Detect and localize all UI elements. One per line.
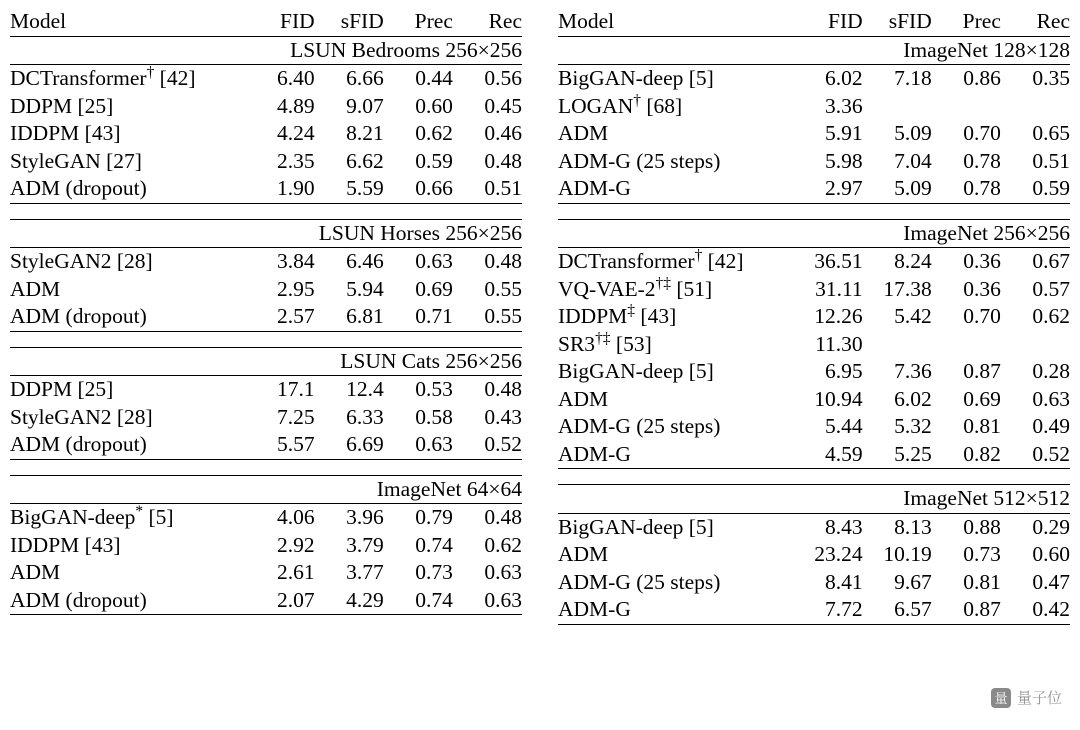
table-row xyxy=(558,276,1070,304)
column-header-rec: Rec xyxy=(1036,9,1070,33)
column-header-fid: FID xyxy=(827,9,863,33)
cell-fid: 2.57 xyxy=(246,303,315,331)
table-row xyxy=(558,386,1070,414)
cell-fid: 12.26 xyxy=(814,304,863,328)
cell-fid: 5.91 xyxy=(825,121,863,145)
table-row xyxy=(10,276,522,304)
results-table-right xyxy=(558,8,1070,625)
cell-model: BigGAN-deep [5] xyxy=(558,65,794,93)
cell-rec: 0.45 xyxy=(484,93,522,118)
cell-fid: 23.24 xyxy=(814,542,863,566)
table-header-row xyxy=(10,8,522,36)
cell-prec: 0.53 xyxy=(384,376,453,404)
cell-model: BigGAN-deep* [5] xyxy=(10,504,246,532)
section-title-row xyxy=(558,485,1070,514)
table-row xyxy=(10,303,522,331)
table-row xyxy=(558,93,1070,121)
cell-prec: 0.78 xyxy=(932,175,1001,203)
table-row xyxy=(558,248,1070,276)
cell-model: ADM xyxy=(558,386,609,411)
cell-fid: 2.97 xyxy=(794,175,863,203)
cell-fid: 4.06 xyxy=(246,504,315,532)
cell-model: StyleGAN [27] xyxy=(10,148,142,173)
cell-fid: 3.84 xyxy=(246,248,315,276)
cell-fid: 8.43 xyxy=(794,513,863,541)
section-title: ImageNet 64×64 xyxy=(10,475,522,504)
cell-model: IDDPM‡ [43] xyxy=(558,301,677,328)
cell-sfid: 5.32 xyxy=(894,414,932,438)
cell-sfid: 6.46 xyxy=(315,248,384,276)
cell-rec: 0.52 xyxy=(1001,441,1070,469)
cell-rec: 0.56 xyxy=(453,65,522,93)
section-title: ImageNet 256×256 xyxy=(558,219,1070,248)
cell-sfid: 7.36 xyxy=(894,359,932,383)
spacer-cell xyxy=(10,331,522,347)
table-row xyxy=(10,65,522,93)
cell-prec: 0.69 xyxy=(963,386,1001,411)
cell-prec: 0.74 xyxy=(384,587,453,615)
section-title: ImageNet 512×512 xyxy=(558,485,1070,514)
spacer-cell xyxy=(10,459,522,475)
cell-fid: 6.95 xyxy=(825,359,863,383)
table-row xyxy=(558,358,1070,386)
cell-rec: 0.48 xyxy=(484,148,522,173)
section-title: LSUN Bedrooms 256×256 xyxy=(10,36,522,65)
cell-prec: 0.87 xyxy=(963,359,1001,383)
section-title-row xyxy=(558,219,1070,248)
cell-sfid: 6.57 xyxy=(863,596,932,624)
cell-model: DCTransformer† [42] xyxy=(10,65,246,93)
cell-prec: 0.81 xyxy=(963,414,1001,438)
cell-sfid: 5.94 xyxy=(346,276,384,301)
cell-rec: 0.52 xyxy=(453,431,522,459)
watermark xyxy=(991,687,1062,708)
cell-prec: 0.79 xyxy=(384,504,453,532)
cell-sfid: 5.59 xyxy=(315,175,384,203)
cell-fid: 4.59 xyxy=(794,441,863,469)
cell-model: ADM-G xyxy=(558,175,794,203)
section-title-row xyxy=(10,347,522,376)
table-row xyxy=(10,248,522,276)
section-spacer xyxy=(558,469,1070,485)
cell-fid: 2.35 xyxy=(277,148,315,173)
cell-model: ADM-G xyxy=(558,441,794,469)
cell-sfid: 6.66 xyxy=(315,65,384,93)
cell-fid: 7.25 xyxy=(277,404,315,429)
cell-rec: 0.63 xyxy=(1032,386,1070,411)
right-table-column xyxy=(558,8,1070,730)
cell-rec: 0.65 xyxy=(1032,121,1070,145)
cell-sfid: 5.25 xyxy=(863,441,932,469)
table-row xyxy=(558,303,1070,331)
cell-rec: 0.46 xyxy=(484,121,522,145)
cell-fid: 7.72 xyxy=(794,596,863,624)
cell-sfid: 5.42 xyxy=(894,304,932,328)
cell-prec: 0.63 xyxy=(384,248,453,276)
section-title-row xyxy=(10,36,522,65)
cell-rec: 0.35 xyxy=(1001,65,1070,93)
cell-fid: 31.11 xyxy=(815,276,863,301)
cell-prec: 0.86 xyxy=(932,65,1001,93)
cell-rec: 0.48 xyxy=(453,504,522,532)
watermark-text: 量子位 xyxy=(1016,690,1062,707)
cell-fid: 3.36 xyxy=(825,93,863,118)
cell-sfid: 6.02 xyxy=(894,386,932,411)
cell-prec: 0.81 xyxy=(963,569,1001,594)
left-table-body xyxy=(10,8,522,615)
cell-fid: 2.95 xyxy=(277,276,315,301)
cell-prec: 0.88 xyxy=(932,513,1001,541)
cell-rec: 0.29 xyxy=(1001,513,1070,541)
table-row xyxy=(558,596,1070,624)
table-row xyxy=(10,587,522,615)
cell-fid: 6.02 xyxy=(794,65,863,93)
cell-sfid xyxy=(863,93,932,121)
cell-prec: 0.36 xyxy=(932,248,1001,276)
cell-sfid: 6.69 xyxy=(315,431,384,459)
cell-prec: 0.36 xyxy=(963,276,1001,301)
results-table-left xyxy=(10,8,522,615)
table-row xyxy=(558,148,1070,176)
cell-model: BigGAN-deep [5] xyxy=(558,513,794,541)
cell-model: ADM (dropout) xyxy=(10,587,246,615)
column-header-prec: Prec xyxy=(414,9,453,33)
section-spacer xyxy=(10,203,522,219)
cell-prec: 0.74 xyxy=(415,532,453,557)
cell-rec: 0.59 xyxy=(1001,175,1070,203)
table-row xyxy=(10,93,522,121)
cell-sfid: 4.29 xyxy=(315,587,384,615)
cell-rec: 0.63 xyxy=(453,587,522,615)
cell-prec: 0.78 xyxy=(963,148,1001,173)
cell-sfid: 7.04 xyxy=(894,148,932,173)
table-row xyxy=(558,175,1070,203)
cell-sfid: 6.81 xyxy=(315,303,384,331)
cell-prec xyxy=(932,331,1001,359)
table-row xyxy=(558,513,1070,541)
cell-sfid: 7.18 xyxy=(863,65,932,93)
cell-rec: 0.48 xyxy=(453,248,522,276)
cell-sfid: 8.21 xyxy=(346,121,384,145)
section-spacer xyxy=(10,459,522,475)
cell-rec: 0.48 xyxy=(453,376,522,404)
cell-prec: 0.69 xyxy=(415,276,453,301)
spacer-cell xyxy=(10,203,522,219)
table-row xyxy=(10,404,522,432)
table-row xyxy=(10,376,522,404)
cell-rec: 0.51 xyxy=(1032,148,1070,173)
cell-prec: 0.87 xyxy=(932,596,1001,624)
table-row xyxy=(558,120,1070,148)
section-spacer xyxy=(10,331,522,347)
cell-rec: 0.62 xyxy=(1032,304,1070,328)
cell-fid: 5.44 xyxy=(825,414,863,438)
cell-sfid: 17.38 xyxy=(883,276,932,301)
cell-rec xyxy=(1001,93,1070,121)
table-row xyxy=(558,65,1070,93)
cell-model: StyleGAN2 [28] xyxy=(10,404,153,429)
section-title: ImageNet 128×128 xyxy=(558,36,1070,65)
cell-model: StyleGAN2 [28] xyxy=(10,248,246,276)
cell-prec: 0.62 xyxy=(415,121,453,145)
cell-fid: 36.51 xyxy=(794,248,863,276)
cell-rec: 0.60 xyxy=(1032,542,1070,566)
cell-rec: 0.55 xyxy=(484,276,522,301)
cell-prec: 0.60 xyxy=(415,93,453,118)
cell-sfid: 6.33 xyxy=(346,404,384,429)
table-row xyxy=(10,504,522,532)
section-title-row xyxy=(10,475,522,504)
table-row xyxy=(558,541,1070,569)
cell-model: DCTransformer† [42] xyxy=(558,248,794,276)
cell-model: ADM (dropout) xyxy=(10,303,246,331)
cell-prec: 0.58 xyxy=(415,404,453,429)
cell-fid: 5.98 xyxy=(825,148,863,173)
table-row xyxy=(10,431,522,459)
column-header-rec: Rec xyxy=(488,9,522,33)
cell-sfid: 8.13 xyxy=(863,513,932,541)
cell-prec: 0.70 xyxy=(963,304,1001,328)
section-title: LSUN Cats 256×256 xyxy=(10,347,522,376)
table-header-row xyxy=(558,8,1070,36)
table-row xyxy=(558,413,1070,441)
cell-sfid: 9.07 xyxy=(346,93,384,118)
cell-prec xyxy=(932,93,1001,121)
cell-sfid: 3.96 xyxy=(315,504,384,532)
cell-sfid: 6.62 xyxy=(346,148,384,173)
cell-sfid: 12.4 xyxy=(315,376,384,404)
column-header-sfid: sFID xyxy=(340,9,384,33)
cell-rec: 0.47 xyxy=(1032,569,1070,594)
cell-model: ADM-G (25 steps) xyxy=(558,148,721,173)
cell-fid: 2.07 xyxy=(246,587,315,615)
column-header-model: Model xyxy=(558,9,615,33)
cell-model: LOGAN† [68] xyxy=(558,91,683,118)
cell-prec: 0.59 xyxy=(415,148,453,173)
cell-model: VQ-VAE-2†‡ [51] xyxy=(558,274,713,301)
cell-fid: 2.61 xyxy=(277,560,315,584)
cell-rec: 0.43 xyxy=(484,404,522,429)
cell-model: IDDPM [43] xyxy=(10,532,121,557)
table-row xyxy=(10,175,522,203)
cell-fid: 1.90 xyxy=(246,175,315,203)
cell-prec: 0.44 xyxy=(384,65,453,93)
cell-prec: 0.71 xyxy=(384,303,453,331)
spacer-cell xyxy=(558,469,1070,485)
cell-prec: 0.63 xyxy=(384,431,453,459)
cell-prec: 0.66 xyxy=(384,175,453,203)
cell-model: DDPM [25] xyxy=(10,376,246,404)
cell-fid: 6.40 xyxy=(246,65,315,93)
column-header-fid: FID xyxy=(279,9,315,33)
cell-model: SR3†‡ [53] xyxy=(558,329,652,356)
cell-sfid: 3.77 xyxy=(346,560,384,584)
cell-model: ADM-G xyxy=(558,596,794,624)
cell-rec: 0.28 xyxy=(1032,359,1070,383)
cell-model: IDDPM [43] xyxy=(10,121,121,145)
table-row xyxy=(558,441,1070,469)
table-row xyxy=(558,331,1070,359)
cell-rec: 0.63 xyxy=(484,560,522,584)
cell-sfid: 5.09 xyxy=(894,121,932,145)
section-title-row xyxy=(558,36,1070,65)
cell-rec: 0.67 xyxy=(1001,248,1070,276)
cell-fid: 2.92 xyxy=(277,532,315,557)
cell-prec: 0.70 xyxy=(963,121,1001,145)
cell-model: ADM xyxy=(558,542,609,566)
cell-model: ADM xyxy=(10,560,61,584)
cell-prec: 0.73 xyxy=(415,560,453,584)
spacer-cell xyxy=(558,203,1070,219)
cell-prec: 0.82 xyxy=(932,441,1001,469)
cell-sfid xyxy=(863,331,932,359)
cell-rec: 0.55 xyxy=(453,303,522,331)
cell-fid: 8.41 xyxy=(825,569,863,594)
cell-rec: 0.49 xyxy=(1032,414,1070,438)
cell-fid: 11.30 xyxy=(815,331,863,356)
cell-model: ADM (dropout) xyxy=(10,175,246,203)
cell-model: DDPM [25] xyxy=(10,93,114,118)
cell-model: ADM xyxy=(558,121,609,145)
left-table-column xyxy=(10,8,522,730)
column-header-sfid: sFID xyxy=(888,9,932,33)
cell-rec: 0.42 xyxy=(1001,596,1070,624)
cell-rec: 0.62 xyxy=(484,532,522,557)
cell-fid: 17.1 xyxy=(246,376,315,404)
cell-fid: 4.89 xyxy=(277,93,315,118)
cell-rec: 0.51 xyxy=(453,175,522,203)
table-row xyxy=(10,532,522,560)
section-title-row xyxy=(10,219,522,248)
cell-model: ADM (dropout) xyxy=(10,431,246,459)
cell-sfid: 5.09 xyxy=(863,175,932,203)
cell-model: ADM xyxy=(10,276,61,301)
table-row xyxy=(10,559,522,587)
cell-fid: 10.94 xyxy=(814,386,863,411)
column-header-prec: Prec xyxy=(962,9,1001,33)
column-header-model: Model xyxy=(10,9,67,33)
table-row xyxy=(10,148,522,176)
cell-sfid: 9.67 xyxy=(894,569,932,594)
cell-sfid: 3.79 xyxy=(346,532,384,557)
watermark-logo-icon: 量 xyxy=(991,688,1011,708)
section-spacer xyxy=(558,203,1070,219)
cell-model: ADM-G (25 steps) xyxy=(558,414,721,438)
table-row xyxy=(10,120,522,148)
cell-model: BigGAN-deep [5] xyxy=(558,359,714,383)
cell-model: ADM-G (25 steps) xyxy=(558,569,721,594)
section-title: LSUN Horses 256×256 xyxy=(10,219,522,248)
cell-fid: 4.24 xyxy=(277,121,315,145)
cell-fid: 5.57 xyxy=(246,431,315,459)
right-table-body xyxy=(558,8,1070,624)
cell-rec xyxy=(1001,331,1070,359)
cell-prec: 0.73 xyxy=(963,542,1001,566)
cell-rec: 0.57 xyxy=(1032,276,1070,301)
cell-sfid: 8.24 xyxy=(863,248,932,276)
cell-sfid: 10.19 xyxy=(883,542,932,566)
table-row xyxy=(558,569,1070,597)
